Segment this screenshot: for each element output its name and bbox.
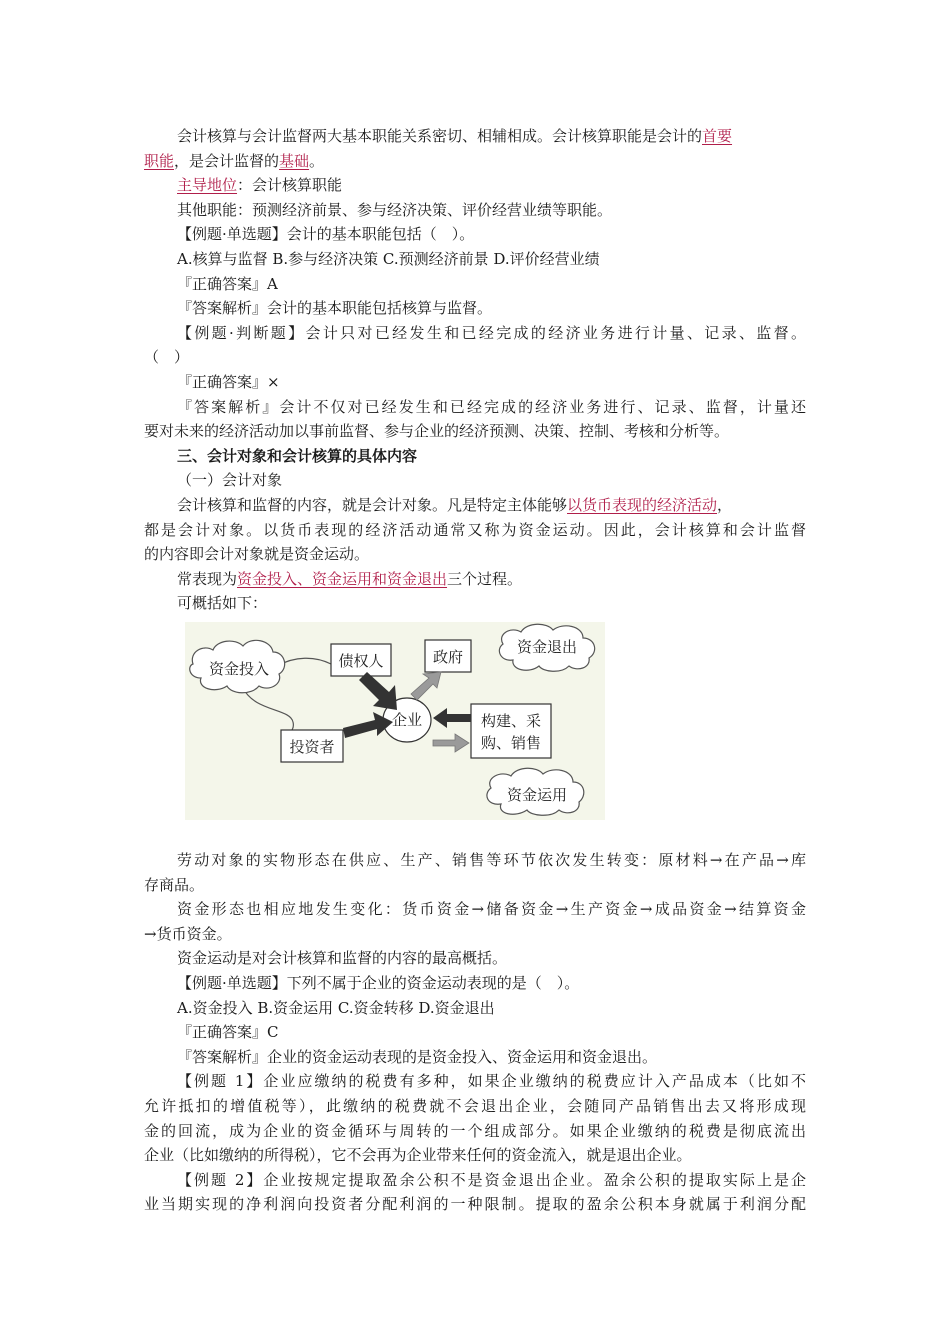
paragraph-line: 主导地位：会计核算职能 — [177, 176, 343, 195]
question-title: 【例题·单选题】会计的基本职能包括（ ）。 — [177, 225, 475, 244]
government-label: 政府 — [432, 648, 464, 666]
correct-answer: 『正确答案』× — [177, 373, 280, 391]
highlight-term: 资金投入、资金运用和资金退出 — [237, 569, 448, 588]
arrow-enterprise-to-procurement — [433, 734, 469, 752]
cloud-fund-exit — [499, 624, 594, 671]
arrow-enterprise-to-government — [411, 672, 441, 700]
example-paragraph: 【例题 2】企业按规定提取盈余公积不是资金退出企业。盈余公积的提取实际上是企 — [177, 1170, 806, 1189]
paragraph-line: 业当期实现的净利润向投资者分配利润的一种限制。提取的盈余公积本身就属于利润分配 — [144, 1195, 806, 1214]
paragraph-line: 会计核算与会计监督两大基本职能关系密切、相辅相成。会计核算职能是会计的首要 — [177, 127, 733, 145]
highlight-term: 基础 — [279, 151, 310, 170]
answer-explanation: 『答案解析』企业的资金运动表现的是资金投入、资金运用和资金退出。 — [177, 1047, 658, 1066]
example-paragraph: 【例题 1】企业应缴纳的税费有多种，如果企业缴纳的税费应计入产品成本（比如不 — [177, 1072, 806, 1091]
highlight-term: 首要 — [702, 127, 733, 145]
paragraph-line: 企业（比如缴纳的所得税），它不会再为企业带来任何的资金流入，就是退出企业。 — [144, 1146, 692, 1165]
creditor-box — [331, 644, 391, 676]
paragraph-line: 要对未来的经济活动加以事前监督、参与企业的经济预测、决策、控制、考核和分析等。 — [144, 422, 730, 441]
question-title: 【例题·单选题】下列不属于企业的资金运动表现的是（ ）。 — [177, 974, 580, 992]
paragraph-line: （ ） — [144, 348, 190, 367]
paragraph-line: 金的回流，成为企业的资金循环与周转的一个组成部分。如果企业缴纳的税费是彻底流出 — [144, 1121, 806, 1140]
highlight-term: 以货币表现的经济活动 — [567, 496, 718, 514]
arrow-creditor-to-enterprise — [359, 672, 397, 710]
government-box — [425, 640, 471, 672]
paragraph-line: 其他职能：预测经济前景、参与经济决策、评价经营业绩等职能。 — [177, 200, 613, 219]
creditor-label: 债权人 — [338, 652, 384, 670]
capital-flow-diagram — [185, 622, 605, 820]
subsection-heading: （一）会计对象 — [177, 471, 283, 490]
question-options: A.资金投入 B.资金运用 C.资金转移 D.资金退出 — [177, 998, 495, 1017]
procurement-box — [471, 704, 551, 758]
highlight-term: 主导地位 — [177, 176, 238, 195]
paragraph-line: 资金形态也相应地发生变化：货币资金→储备资金→生产资金→成品资金→结算资金 — [177, 900, 806, 919]
procurement-label-line2: 购、销售 — [480, 734, 542, 752]
paragraph-line: 职能，是会计监督的基础。 — [144, 151, 325, 170]
cloud-fund-use-label: 资金运用 — [506, 786, 568, 804]
procurement-label-line1: 构建、采 — [480, 712, 542, 730]
paragraph-line: 劳动对象的实物形态在供应、生产、销售等环节依次发生转变：原材料→在产品→库 — [177, 851, 806, 869]
correct-answer: 『正确答案』C — [177, 1023, 279, 1042]
investor-label: 投资者 — [289, 738, 335, 756]
arrow-procurement-to-enterprise — [433, 708, 471, 728]
cloud-fund-input-label: 资金投入 — [208, 660, 270, 678]
paragraph-line: 的内容即会计对象就是资金运动。 — [144, 545, 370, 564]
cloud-fund-input — [190, 640, 285, 692]
cloud-fund-use — [487, 768, 584, 815]
highlight-term: 职能 — [144, 151, 175, 170]
paragraph-line: 都是会计对象。以货币表现的经济活动通常又称为资金运动。因此，会计核算和会计监督 — [144, 520, 806, 539]
answer-explanation: 『答案解析』会计不仅对已经发生和已经完成的经济业务进行、记录、监督，计量还 — [177, 397, 806, 416]
paragraph-line: 会计核算和监督的内容，就是会计对象。凡是特定主体能够以货币表现的经济活动， — [177, 496, 733, 514]
cloud-fund-exit-label: 资金退出 — [516, 638, 578, 656]
answer-explanation: 『答案解析』会计的基本职能包括核算与监督。 — [177, 299, 493, 318]
paragraph-line: 资金运动是对会计核算和监督的内容的最高概括。 — [177, 949, 508, 968]
section-heading: 三、会计对象和会计核算的具体内容 — [177, 446, 418, 465]
question-title: 【例题·判断题】会计只对已经发生和已经完成的经济业务进行计量、记录、监督。 — [177, 323, 806, 342]
question-options: A.核算与监督 B.参与经济决策 C.预测经济前景 D.评价经营业绩 — [177, 250, 600, 268]
enterprise-label: 企业 — [391, 711, 423, 729]
paragraph-line: 可概括如下： — [177, 594, 268, 613]
paragraph-line: →货币资金。 — [144, 924, 232, 943]
paragraph-line: 常表现为资金投入、资金运用和资金退出三个过程。 — [177, 569, 523, 588]
paragraph-line: 允许抵扣的增值税等），此缴纳的税费就不会退出企业，会随同产品销售出去又将形成现 — [144, 1097, 806, 1115]
paragraph-line: 存商品。 — [144, 875, 205, 894]
correct-answer: 『正确答案』A — [177, 274, 278, 293]
investor-box — [281, 730, 343, 762]
